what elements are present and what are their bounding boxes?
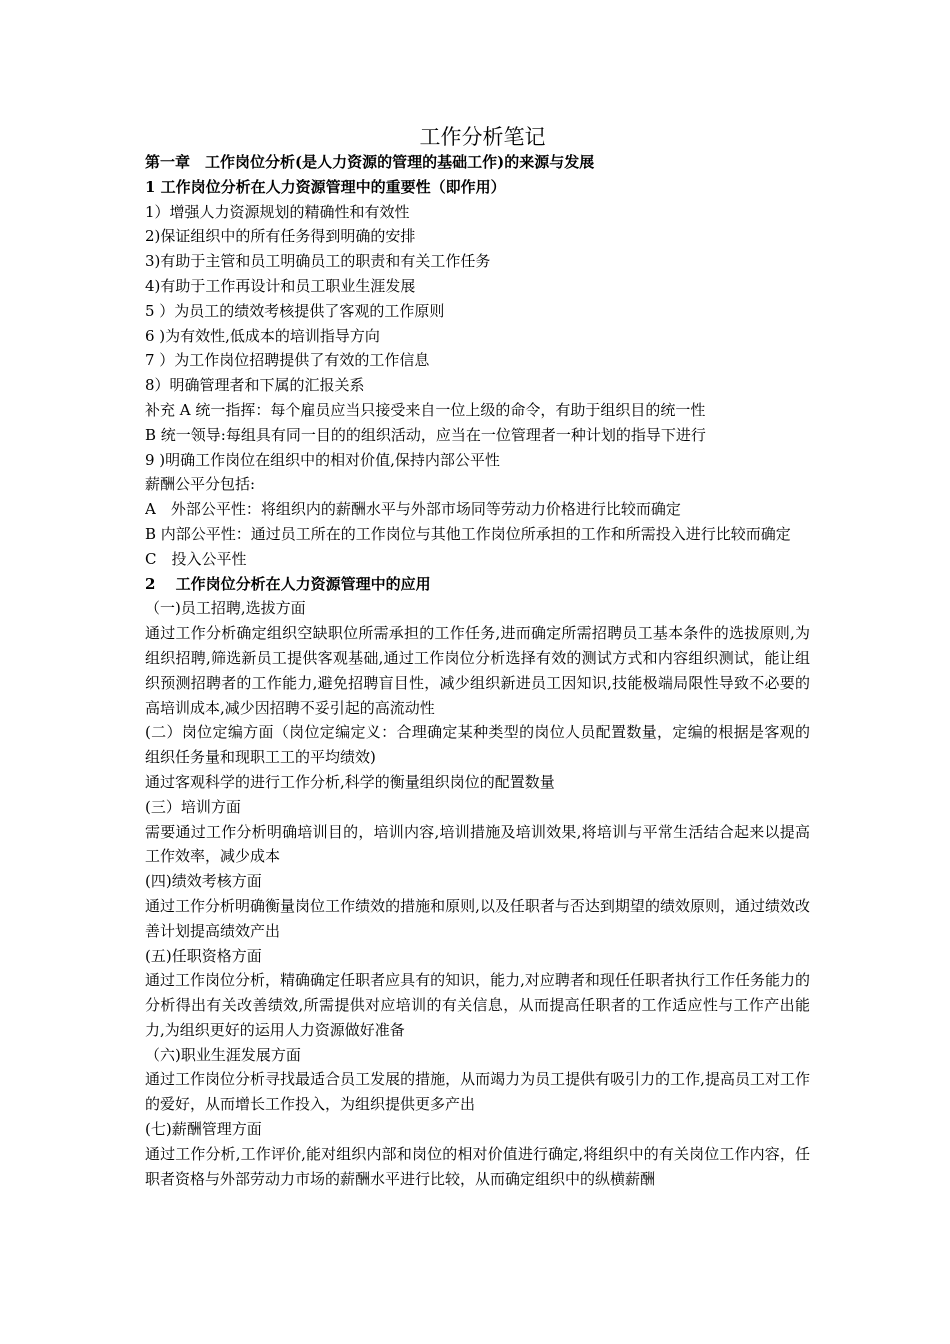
text-line: 2)保证组织中的所有任务得到明确的安排 [145, 227, 416, 246]
text-line: 9 )明确工作岗位在组织中的相对价值,保持内部公平性 [145, 450, 500, 469]
text-line: 3)有助于主管和员工明确员工的职责和有关工作任务 [145, 252, 491, 271]
text-line: (五)任职资格方面 [145, 946, 262, 965]
text-line: C 投入公平性 [145, 549, 247, 568]
section-heading: 2 工作岗位分析在人力资源管理中的应用 [145, 574, 431, 593]
text-line: B 统一领导:每组具有同一目的的组织活动，应当在一位管理者一种计划的指导下进行 [145, 425, 706, 444]
text-line: (三）培训方面 [145, 797, 241, 816]
text-line: 通过客观科学的进行工作分析,科学的衡量组织岗位的配置数量 [145, 772, 555, 791]
text-line: 补充 A 统一指挥：每个雇员应当只接受来自一位上级的命令，有助于组织目的统一性 [145, 400, 706, 419]
text-line: A 外部公平性：将组织内的薪酬水平与外部市场同等劳动力价格进行比较而确定 [145, 500, 681, 519]
text-line: (二）岗位定编方面（岗位定编定义：合理确定某种类型的岗位人员配置数量，定编的根据是客观的组织任务量和现职工工的平均绩效) [145, 723, 810, 767]
text-line: 6 )为有效性,低成本的培训指导方向 [145, 326, 380, 345]
text-line: 8）明确管理者和下属的汇报关系 [145, 376, 365, 395]
text-line: 通过工作分析,工作评价,能对组织内部和岗位的相对价值进行确定,将组织中的有关岗位工作内容，任职者资格与外部劳动力市场的薪酬水平进行比较，从而确定组织中的纵横薪酬 [145, 1144, 810, 1188]
text-line: 通过工作岗位分析寻找最适合员工发展的措施，从而竭力为员工提供有吸引力的工作,提高员工对工作的爱好，从而增长工作投入，为组织提供更多产出 [145, 1070, 810, 1114]
document-page [145, 124, 810, 1191]
text-line: 5 ）为员工的绩效考核提供了客观的工作原则 [145, 301, 445, 320]
section-heading: 第一章 工作岗位分析(是人力资源的管理的基础工作)的来源与发展 [145, 153, 595, 171]
text-line: B 内部公平性：通过员工所在的工作岗位与其他工作岗位所承担的工作和所需投入进行比较而确定 [145, 524, 791, 543]
text-line: 通过工作分析确定组织空缺职位所需承担的工作任务,进而确定所需招聘员工基本条件的选拔原则,为组织招聘,筛选新员工提供客观基础,通过工作岗位分析选择有效的测试方式和内容组织测试，能让组织预测招聘者的工作能力,避免招聘盲目性，减少组织新进员工因知识,技能极端局限性导致不必要的高培训成本,减少因招聘不妥引起的高流动性 [145, 624, 810, 717]
document-title: 工作分析笔记 [419, 125, 546, 149]
text-line: （一)员工招聘,选拔方面 [145, 599, 306, 618]
text-line: 需要通过工作分析明确培训目的，培训内容,培训措施及培训效果,将培训与平常生活结合起来以提高工作效率，减少成本 [145, 822, 810, 866]
text-line: (七)薪酬管理方面 [145, 1120, 262, 1139]
text-line: 通过工作分析明确衡量岗位工作绩效的措施和原则,以及任职者与否达到期望的绩效原则，通过绩效改善计划提高绩效产出 [145, 896, 810, 940]
text-line: 4)有助于工作再设计和员工职业生涯发展 [145, 276, 416, 295]
document-body [145, 150, 810, 1191]
text-line: 1）增强人力资源规划的精确性和有效性 [145, 202, 410, 221]
text-line: (四)绩效考核方面 [145, 872, 262, 891]
text-line: （六)职业生涯发展方面 [145, 1045, 301, 1064]
text-line: 7 ）为工作岗位招聘提供了有效的工作信息 [145, 351, 430, 370]
text-line: 薪酬公平分包括: [145, 475, 256, 494]
section-heading: 1 工作岗位分析在人力资源管理中的重要性（即作用） [145, 177, 506, 196]
text-line: 通过工作岗位分析，精确确定任职者应具有的知识，能力,对应聘者和现任任职者执行工作任务能力的分析得出有关改善绩效,所需提供对应培训的有关信息，从而提高任职者的工作适应性与工作产出能力,为组织更好的运用人力资源做好准备 [145, 971, 810, 1039]
